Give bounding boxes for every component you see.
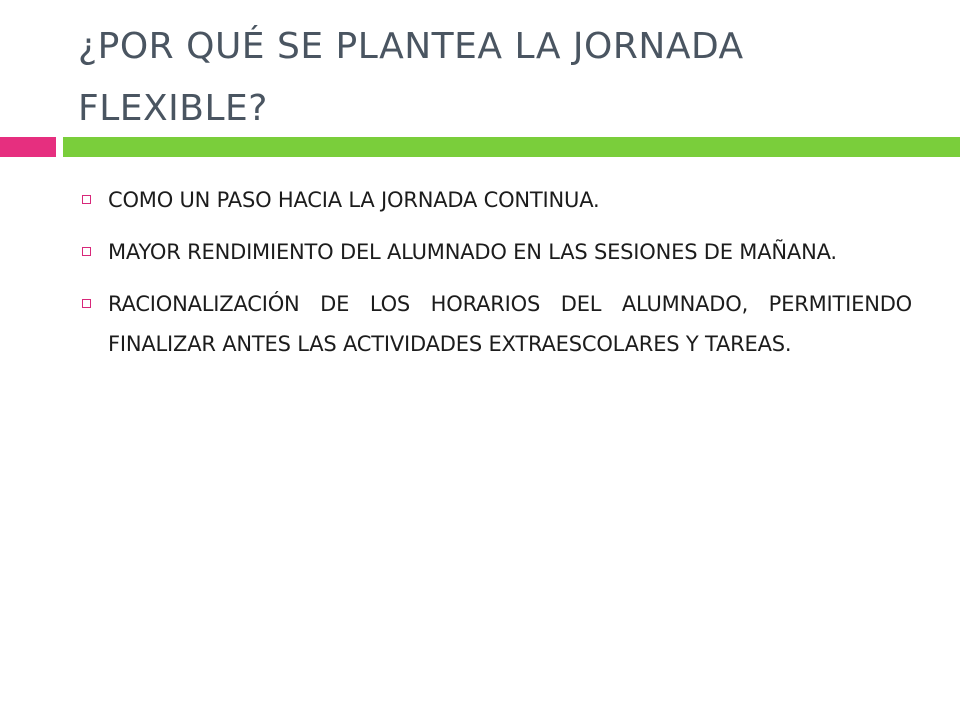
bullet-text: COMO UN PASO HACIA LA JORNADA CONTINUA. — [108, 188, 600, 212]
square-bullet-icon — [82, 195, 91, 204]
bullet-text: MAYOR RENDIMIENTO DEL ALUMNADO EN LAS SESIONES DE MAÑANA. — [108, 240, 837, 264]
slide-title: ¿POR QUÉ SE PLANTEA LA JORNADA FLEXIBLE? — [78, 26, 744, 129]
bullet-text: RACIONALIZACIÓN DE LOS HORARIOS DEL ALUMNADO, PERMITIENDO FINALIZAR ANTES LAS ACTIVIDADES EXTRAESCOLARES Y TAREAS. — [108, 292, 912, 356]
title-divider-green — [63, 137, 960, 157]
square-bullet-icon — [82, 299, 91, 308]
square-bullet-icon — [82, 247, 91, 256]
bullet-item — [78, 284, 912, 364]
bullet-item — [78, 232, 912, 272]
bullet-item — [78, 180, 912, 220]
title-divider-pink — [0, 137, 56, 157]
bullet-list — [78, 180, 912, 376]
